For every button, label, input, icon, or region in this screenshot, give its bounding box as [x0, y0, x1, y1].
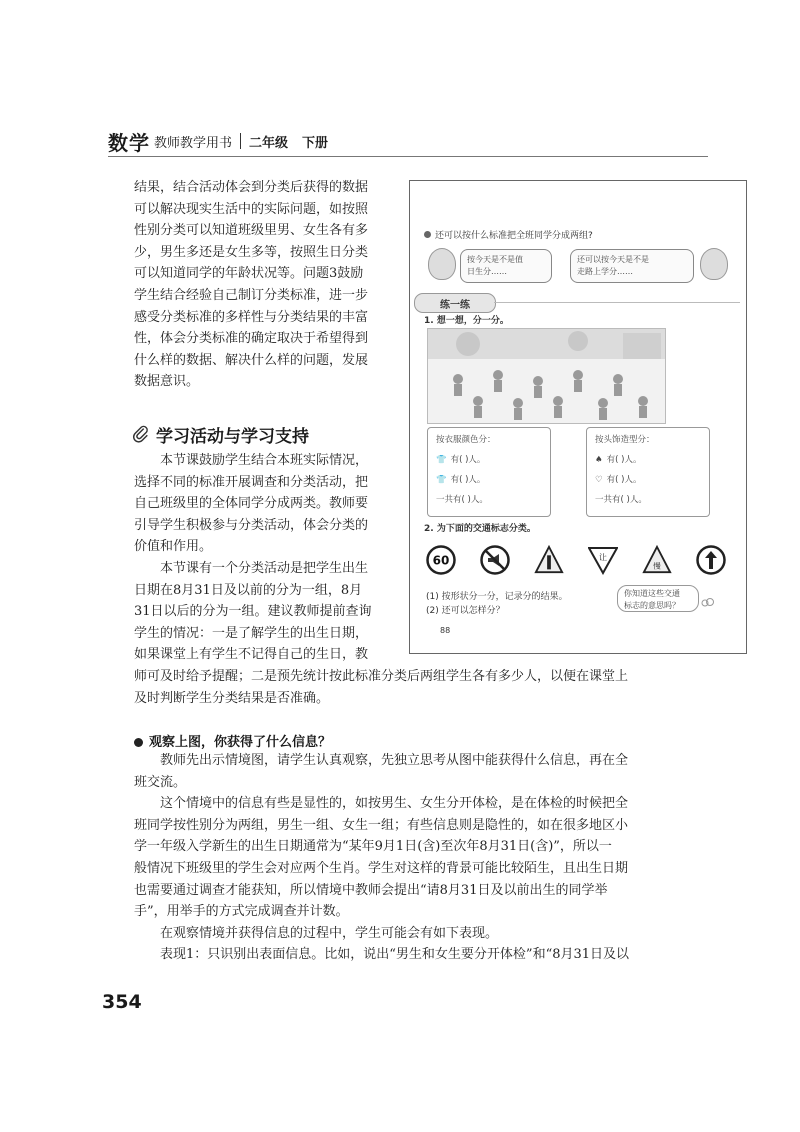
- para-line: 学生的情况：一是了解学生的出生日期，: [134, 625, 369, 641]
- para-line: 本节课鼓励学生结合本班实际情况，: [160, 453, 369, 468]
- support-paragraph-1: [134, 450, 384, 558]
- body-line: 班同学按性别分为两组，男生一组、女生一组；有些信息则是隐性的，如在很多地区小: [134, 817, 629, 833]
- intro-line: 可以解决现实生活中的实际问题，如按照: [134, 201, 369, 217]
- slow-sign-icon: [642, 545, 672, 575]
- box-row-text: 有( )人。: [450, 475, 486, 485]
- header-separator: [240, 133, 241, 149]
- tb-bullet: [424, 231, 431, 238]
- paperclip-icon: [132, 425, 150, 443]
- straight-only-sign-icon: [696, 545, 726, 575]
- intro-line: 什么样的数据、解决什么样的问题，发展: [134, 352, 369, 368]
- intro-paragraph: [134, 177, 384, 393]
- para-line: 日期在8月31日及以前的分为一组，8月: [134, 582, 363, 598]
- body-line: 般情况下班级里的学生会对应两个生肖。学生对这样的背景可能比较陌生，且出生日期: [134, 860, 629, 876]
- box-row-text: 有( )人。: [606, 455, 642, 465]
- box-row: [587, 450, 709, 470]
- note-line: 标志的意思吗？: [624, 601, 680, 610]
- bubble-line: 还可以按今天是不是: [577, 255, 649, 264]
- tb-inner-page: 88: [440, 626, 451, 635]
- shirt-icon: 👕: [436, 475, 447, 485]
- para-line: 31日以后的分为一组。建议教师提前查询: [134, 604, 372, 620]
- body-line: 学一年级入学新生的出生日期通常为“某年9月1日(含)至次年8月31日(含)”，所以一: [134, 839, 612, 855]
- tb-sub2: (2) 还可以怎样分？: [426, 606, 505, 616]
- tb-q2: 2. 为下面的交通标志分类。: [424, 524, 536, 534]
- speed-limit-text: 60: [432, 553, 450, 568]
- body-line: 班交流。: [134, 774, 187, 790]
- bullet-dot: [134, 738, 143, 747]
- children-scene-image: [427, 328, 666, 424]
- para-line: 如果课堂上有学生不记得自己的生日，教: [134, 647, 369, 663]
- box-row-text: 有( )人。: [606, 475, 642, 485]
- intro-line: 性，体会分类标准的确定取决于希望得到: [134, 331, 369, 347]
- running-header: [108, 128, 708, 154]
- tb-speech-bubble-left: [460, 249, 552, 283]
- box-total: 一共有( )人。: [595, 495, 647, 505]
- header-rule: [108, 156, 708, 157]
- box-row: [428, 470, 550, 490]
- spade-icon: ♠: [595, 455, 603, 465]
- textbook-figure: [409, 180, 747, 654]
- intro-line: 可以知道同学的年龄状况等。问题3鼓励: [134, 266, 364, 282]
- support-paragraph-2-cont: [134, 666, 666, 709]
- speed-limit-sign-icon: [426, 545, 456, 575]
- question-heading-text: 观察上图，你获得了什么信息？: [149, 735, 332, 750]
- question-heading: [134, 731, 331, 750]
- header-grade: 二年级: [249, 135, 289, 151]
- body-line: 教师先出示情境图，请学生认真观察，先独立思考从图中能获得什么信息，再在全: [160, 753, 629, 768]
- girl-face-icon: [700, 248, 728, 280]
- yield-sign-icon: [588, 545, 618, 575]
- practice-label: 练一练: [414, 293, 496, 313]
- traffic-signs: [426, 542, 726, 578]
- tb-box-headwear: [586, 427, 710, 517]
- tb-sub1: (1) 按形状分一分，记录分的结果。: [426, 592, 568, 602]
- tb-q1: 1. 想一想，分一分。: [424, 316, 509, 326]
- intro-line: 学生结合经验自己制订分类标准，进一步: [134, 287, 369, 303]
- tb-box-clothes: [427, 427, 551, 517]
- bubble-line: 按今天是不是值: [467, 255, 523, 264]
- header-volume: 下册: [302, 135, 329, 151]
- tb-question-text: 还可以按什么标准把全班同学分成两组?: [435, 231, 593, 241]
- yield-sign-text: 让: [599, 553, 607, 562]
- section-title-text: 学习活动与学习支持: [156, 426, 309, 447]
- box-row: [587, 470, 709, 490]
- body-text: [134, 750, 666, 966]
- para-line: 选择不同的标准开展调查和分类活动，把: [134, 474, 369, 490]
- intro-line: 少，男生多还是女生多等，按照生日分类: [134, 244, 369, 260]
- para-line: 师可及时给予提醒；二是预先统计按此标准分类后两组学生各有多少人，以便在课堂上: [134, 669, 629, 684]
- intro-line: 结果，结合活动体会到分类后获得的数据: [134, 180, 369, 195]
- header-book: 教师教学用书: [154, 135, 233, 151]
- header-subject: 数学: [108, 130, 150, 155]
- body-line: 也需要通过调查才能获知，所以情境中教师会提出“请8月31日及以前出生的同学举: [134, 882, 608, 898]
- support-paragraph-2: [134, 558, 384, 666]
- slow-sign-text: 慢: [653, 561, 661, 571]
- body-line: 表现1：只识别出表面信息。比如，说出“男生和女生要分开体检”和“8月31日及以: [160, 947, 630, 963]
- para-line: 自己班级里的全体同学分成两类。教师要: [134, 496, 369, 512]
- box-total: 一共有( )人。: [436, 495, 488, 505]
- heart-icon: ♡: [595, 475, 603, 485]
- para-line: 引导学生积极参与分类活动，体会分类的: [134, 517, 369, 533]
- note-line: 你知道这些交通: [624, 589, 680, 598]
- intro-line: 数据意识。: [134, 374, 200, 390]
- children-scene-illustration: [428, 329, 665, 423]
- body-line: 手”，用举手的方式完成调查并计数。: [134, 904, 349, 920]
- practice-rule: [494, 302, 740, 303]
- body-line: 这个情境中的信息有些是显性的，如按男生、女生分开体检，是在体检的时候把全: [160, 796, 629, 812]
- cloud-icon: [701, 597, 715, 607]
- bubble-line: 日生分……: [467, 267, 507, 276]
- bubble-line: 走路上学分……: [577, 267, 633, 276]
- para-line: 本节课有一个分类活动是把学生出生: [160, 561, 369, 576]
- shirt-icon: 👕: [436, 455, 447, 465]
- boy-face-icon: [428, 248, 456, 280]
- tb-thought-bubble: [617, 585, 699, 612]
- intro-line: 性别分类可以知道班级里男、女生各有多: [134, 223, 369, 239]
- tb-question: [424, 228, 593, 241]
- para-line: 及时判断学生分类结果是否准确。: [134, 690, 330, 706]
- box-title: 按衣服颜色分：: [436, 435, 496, 445]
- intro-line: 感受分类标准的多样性与分类结果的丰富: [134, 309, 369, 325]
- no-horn-sign-icon: [480, 545, 510, 575]
- box-row-text: 有( )人。: [450, 455, 486, 465]
- section-title: [132, 422, 382, 446]
- body-line: 在观察情境并获得信息的过程中，学生可能会有如下表现。: [160, 925, 499, 941]
- page-number: 354: [102, 991, 142, 1013]
- warning-sign-icon: [534, 545, 564, 575]
- box-title: 按头饰造型分：: [595, 435, 655, 445]
- para-line: 价值和作用。: [134, 539, 213, 555]
- tb-speech-bubble-right: [570, 249, 694, 283]
- box-row: [428, 450, 550, 470]
